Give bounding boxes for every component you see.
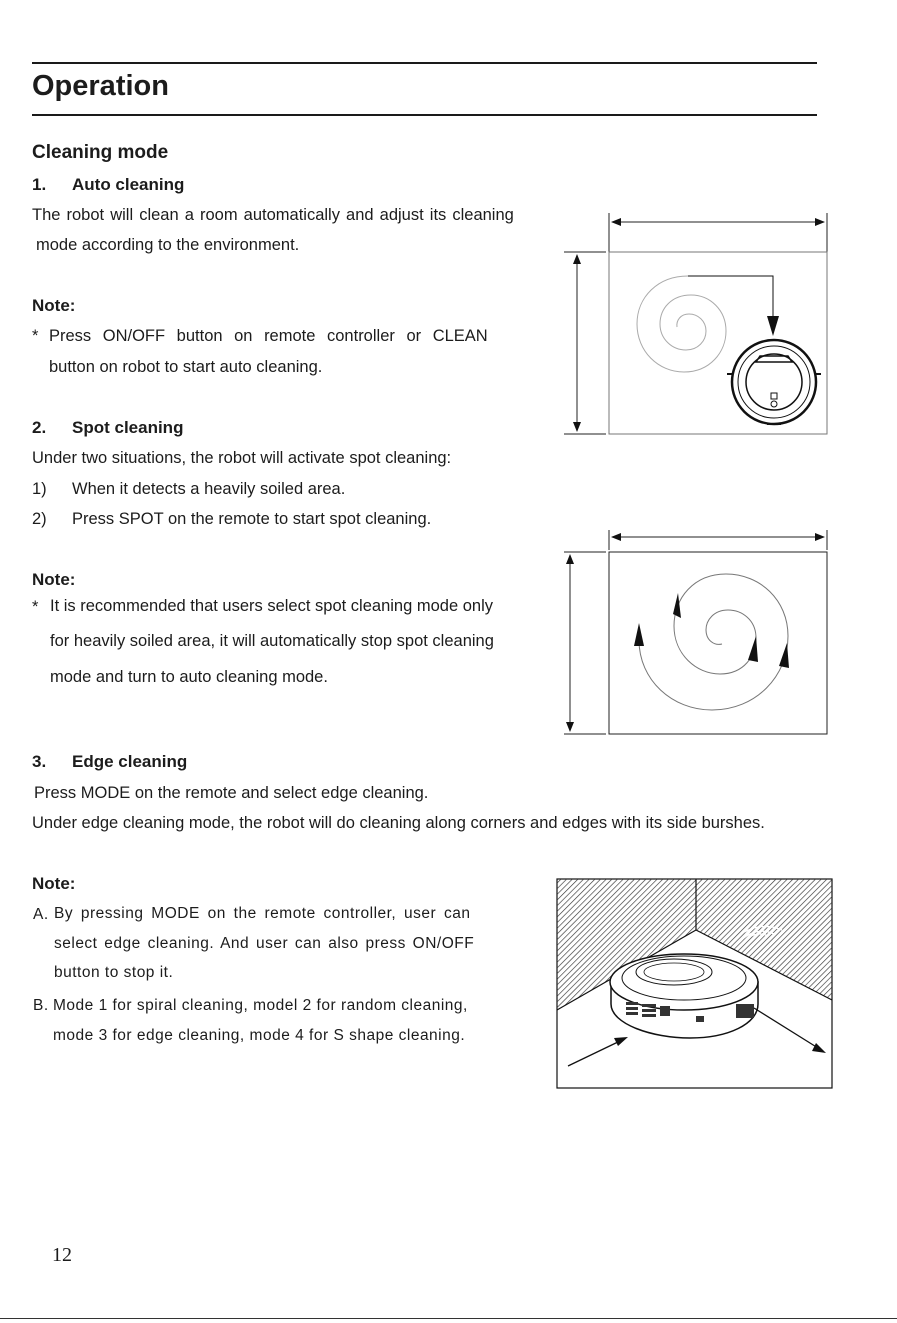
edge-text-line1: Press MODE on the remote and select edge cleaning. [34,784,429,802]
auto-note-line2: button on robot to start auto cleaning. [49,358,323,376]
robot-edge-cleaning-corner-illustration [556,878,834,1090]
auto-heading-text: Auto cleaning [72,175,185,194]
edge-note-a-line2: select edge cleaning. And user can also press ON/OFF [54,935,475,952]
edge-note-a-line3: button to stop it. [54,964,174,981]
auto-note-label: Note: [32,296,76,315]
auto-text-line2: mode according to the environment. [36,236,300,254]
edge-note-b-line1: Mode 1 for spiral cleaning, model 2 for random cleaning, [53,997,468,1014]
spot-note-line2: for heavily soiled area, it will automatically stop spot cleaning [50,632,494,650]
spot-item1 [32,480,345,499]
auto-cleaning-heading [32,175,184,195]
auto-text-line1: The robot will clean a room automatically and adjust its cleaning [32,206,514,224]
spot-item1-num: 1) [32,480,47,498]
spot-item2 [32,510,431,529]
edge-note-a-line1: By pressing MODE on the remote controller, user can [54,905,471,922]
spot-cleaning-heading [32,418,183,438]
spot-note-line1: It is recommended that users select spot cleaning mode only [50,597,493,615]
spot-note-bullet: * [32,598,39,616]
spot-number: 2. [32,418,47,437]
top-rule [32,62,817,64]
page-number: 12 [52,1244,72,1266]
spot-note-line3: mode and turn to auto cleaning mode. [50,668,328,686]
edge-number: 3. [32,752,47,771]
edge-note-b-line2: mode 3 for edge cleaning, mode 4 for S shape cleaning. [53,1027,466,1044]
spot-note-label: Note: [32,570,76,589]
bottom-rule [0,1318,897,1319]
spot-item2-text: Press SPOT on the remote to start spot cleaning. [72,510,432,528]
edge-cleaning-heading [32,752,187,772]
edge-text-line2: Under edge cleaning mode, the robot will do cleaning along corners and edges with its side burshes. [32,814,765,832]
edge-heading-text: Edge cleaning [72,752,188,771]
section-heading: Cleaning mode [32,142,169,163]
edge-note-b-label: B. [33,997,49,1014]
spot-heading-text: Spot cleaning [72,418,184,437]
title-rule [32,114,817,116]
auto-note-bullet: * [32,327,39,345]
edge-note-label: Note: [32,874,76,893]
auto-note-line1: Press ON/OFF button on remote controller or CLEAN [49,327,488,345]
edge-note-a-label: A. [33,906,49,923]
spot-item1-text: When it detects a heavily soiled area. [72,480,346,498]
spiral-auto-cleaning-diagram [560,210,840,442]
spot-intro: Under two situations, the robot will activate spot cleaning: [32,449,452,467]
spot-item2-num: 2) [32,510,47,528]
spot-cleaning-spiral-diagram [560,528,840,738]
page-title: Operation [32,70,169,102]
auto-number: 1. [32,175,47,194]
